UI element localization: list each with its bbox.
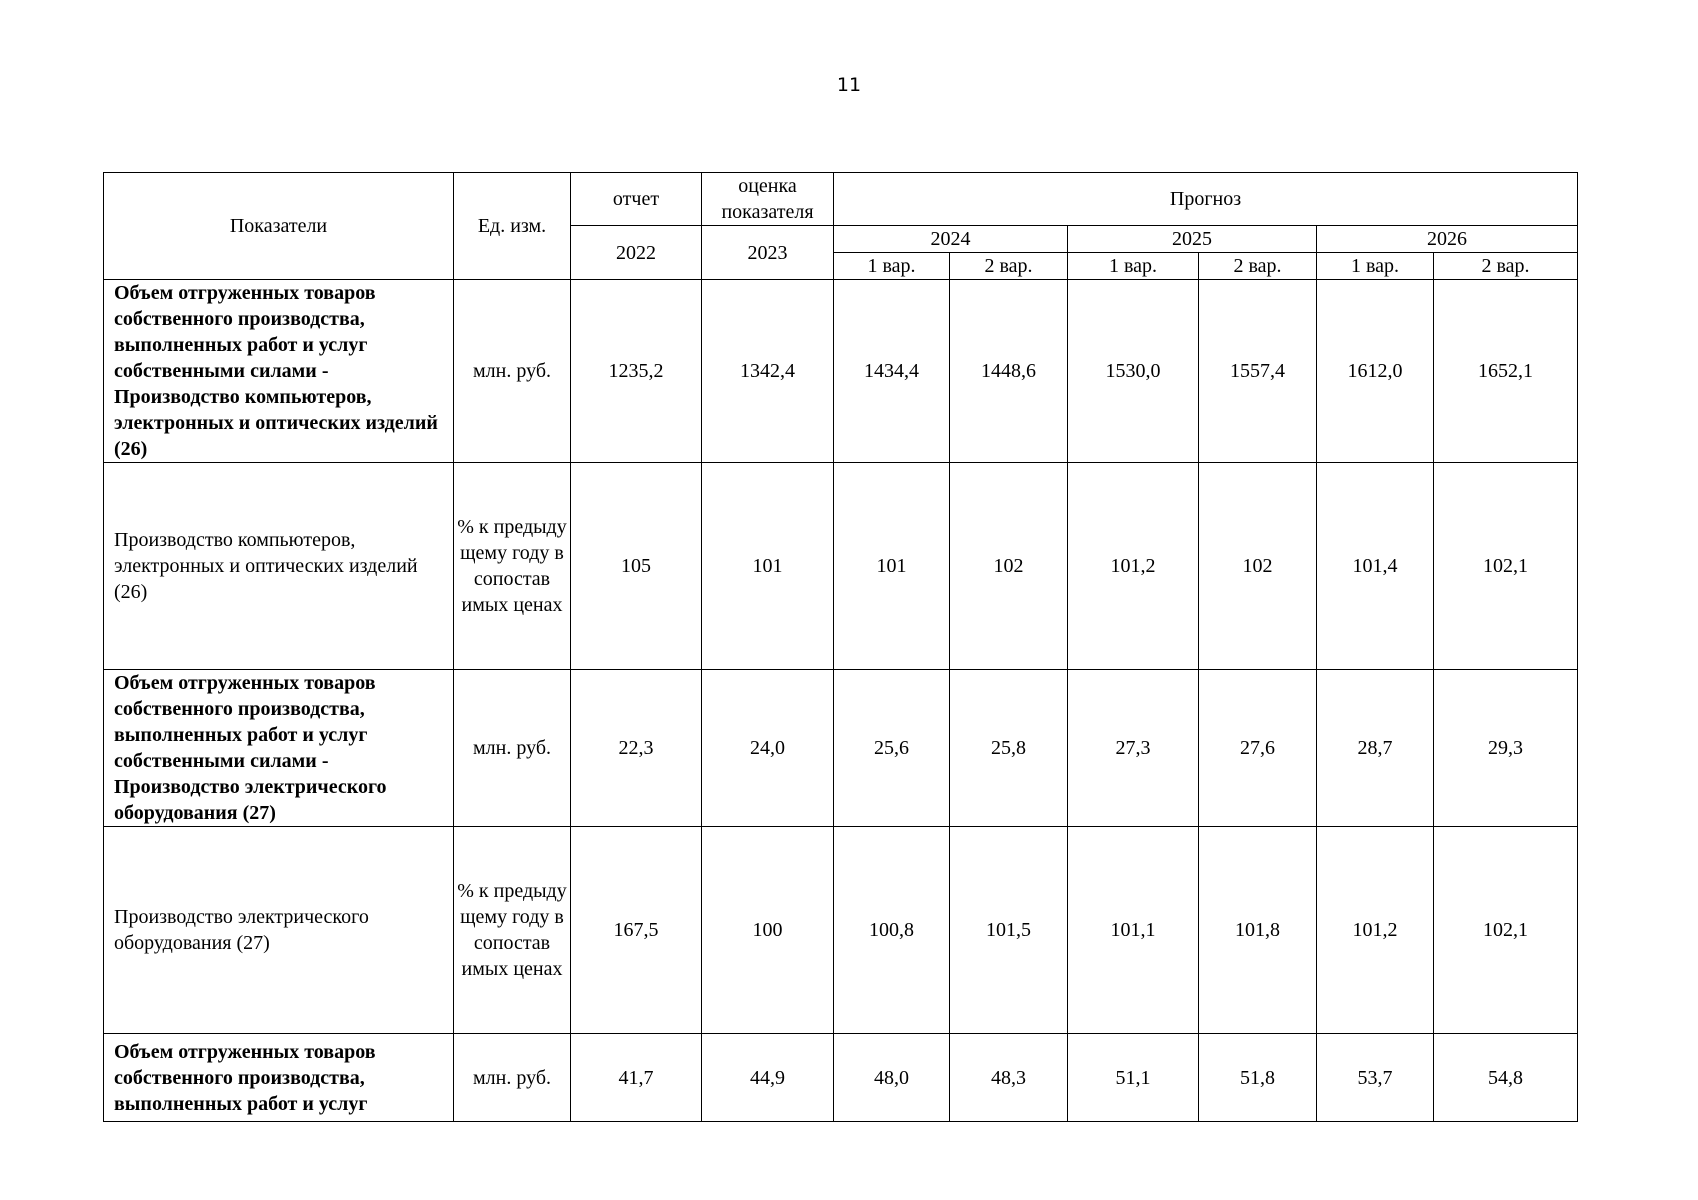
value-2026-var1: 101,4: [1317, 463, 1434, 670]
value-2025-var1: 101,1: [1068, 827, 1199, 1034]
row-label: Производство электрического оборудования (27): [104, 827, 454, 1034]
value-2024-var1: 1434,4: [834, 280, 950, 463]
value-2026-var2: 102,1: [1434, 463, 1578, 670]
header-forecast: Прогноз: [834, 173, 1578, 226]
table-row: [104, 670, 1578, 827]
value-2023: 100: [702, 827, 834, 1034]
forecast-table: [103, 172, 1578, 1122]
header-2025-var1: 1 вар.: [1068, 253, 1199, 280]
value-2023: 24,0: [702, 670, 834, 827]
value-2023: 44,9: [702, 1034, 834, 1122]
table-row: [104, 463, 1578, 670]
header-year-2025: 2025: [1068, 226, 1317, 253]
value-2022: 167,5: [571, 827, 702, 1034]
row-label: Производство компьютеров, электронных и оптических изделий (26): [104, 463, 454, 670]
value-2026-var2: 29,3: [1434, 670, 1578, 827]
value-2026-var1: 28,7: [1317, 670, 1434, 827]
value-2022: 41,7: [571, 1034, 702, 1122]
header-report: отчет: [571, 173, 702, 226]
value-2023: 1342,4: [702, 280, 834, 463]
header-year-2023: 2023: [702, 226, 834, 280]
header-unit: Ед. изм.: [454, 173, 571, 280]
row-unit: млн. руб.: [454, 280, 571, 463]
value-2024-var2: 101,5: [950, 827, 1068, 1034]
header-year-2026: 2026: [1317, 226, 1578, 253]
header-year-2024: 2024: [834, 226, 1068, 253]
value-2026-var2: 1652,1: [1434, 280, 1578, 463]
value-2026-var1: 1612,0: [1317, 280, 1434, 463]
value-2023: 101: [702, 463, 834, 670]
value-2025-var2: 102: [1199, 463, 1317, 670]
header-2024-var2: 2 вар.: [950, 253, 1068, 280]
value-2024-var1: 25,6: [834, 670, 950, 827]
table-row: [104, 280, 1578, 463]
value-2025-var1: 101,2: [1068, 463, 1199, 670]
value-2022: 1235,2: [571, 280, 702, 463]
value-2024-var2: 1448,6: [950, 280, 1068, 463]
value-2025-var2: 51,8: [1199, 1034, 1317, 1122]
header-2024-var1: 1 вар.: [834, 253, 950, 280]
value-2025-var2: 101,8: [1199, 827, 1317, 1034]
row-label: Объем отгруженных товаров собственного производства, выполненных работ и услуг собственными силами - Производство компьютеров, электронных и оптических изделий (26): [104, 280, 454, 463]
header-2026-var1: 1 вар.: [1317, 253, 1434, 280]
row-unit: % к предыду щему году в сопостав имых ценах: [454, 463, 571, 670]
value-2024-var2: 102: [950, 463, 1068, 670]
page-number: 11: [836, 74, 862, 96]
row-unit: млн. руб.: [454, 670, 571, 827]
header-year-2022: 2022: [571, 226, 702, 280]
value-2025-var2: 1557,4: [1199, 280, 1317, 463]
row-label: Объем отгруженных товаров собственного производства, выполненных работ и услуг: [104, 1034, 454, 1122]
header-estimate: оценка показателя: [702, 173, 834, 226]
table-body: [104, 280, 1578, 1122]
value-2025-var2: 27,6: [1199, 670, 1317, 827]
row-unit: % к предыду щему году в сопостав имых ценах: [454, 827, 571, 1034]
value-2022: 22,3: [571, 670, 702, 827]
value-2026-var2: 102,1: [1434, 827, 1578, 1034]
table-row: [104, 827, 1578, 1034]
row-unit: млн. руб.: [454, 1034, 571, 1122]
value-2024-var1: 100,8: [834, 827, 950, 1034]
value-2026-var2: 54,8: [1434, 1034, 1578, 1122]
value-2024-var2: 48,3: [950, 1034, 1068, 1122]
value-2024-var2: 25,8: [950, 670, 1068, 827]
value-2022: 105: [571, 463, 702, 670]
row-label: Объем отгруженных товаров собственного производства, выполненных работ и услуг собственными силами - Производство электрического оборудования (27): [104, 670, 454, 827]
value-2025-var1: 1530,0: [1068, 280, 1199, 463]
value-2025-var1: 51,1: [1068, 1034, 1199, 1122]
header-2025-var2: 2 вар.: [1199, 253, 1317, 280]
value-2026-var1: 53,7: [1317, 1034, 1434, 1122]
value-2025-var1: 27,3: [1068, 670, 1199, 827]
header-2026-var2: 2 вар.: [1434, 253, 1578, 280]
value-2026-var1: 101,2: [1317, 827, 1434, 1034]
value-2024-var1: 101: [834, 463, 950, 670]
value-2024-var1: 48,0: [834, 1034, 950, 1122]
table-row: [104, 1034, 1578, 1122]
header-indicators: Показатели: [104, 173, 454, 280]
